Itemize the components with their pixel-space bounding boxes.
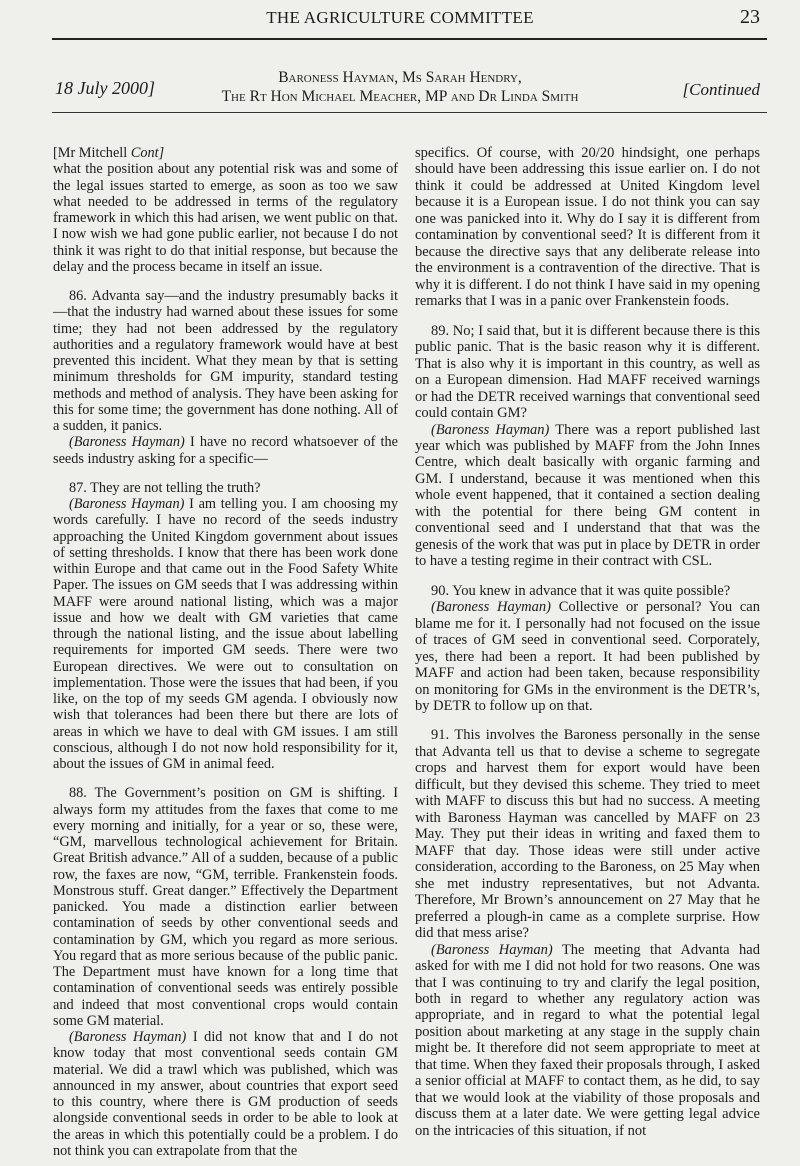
answer-text: The meeting that Advanta had asked for with me I did not hold for two reasons. One was that I was continuing to try and clarify the legal position, both in regard to whether any regulatory action was appropriate, and in regard to what the potential legal position about marketing at any stage in the supply chain might be. It therefore did not seem appropriate to meet at that time. When they faxed their proposals through, I asked a senior official at MAFF to contact them, as he did, to say that we would look at the viability of those proposals and discuss them at a later date. We were getting legal advice on the intricacies of this situation, if not bbox=[415, 941, 760, 1139]
answer-paragraph bbox=[53, 1029, 398, 1159]
right-column bbox=[415, 145, 760, 1139]
speaker-label bbox=[53, 145, 398, 161]
speaker-cont: Cont] bbox=[130, 145, 165, 161]
question-paragraph: 86. Advanta say—and the industry presumably backs it—that the industry had warned about these issues for some time; they had not been addressed by the regulatory authorities and a regulatory framework would have at best prevented this incident. What they mean by that is setting minimum thresholds for GM impurity, standard testing methods and method of analysis. They have been asking for this for some time; the government has done nothing. All of a sudden, it panics. bbox=[53, 288, 398, 434]
answer-speaker: (Baroness Hayman) bbox=[69, 496, 185, 512]
page-number: 23 bbox=[740, 6, 760, 28]
answer-speaker: (Baroness Hayman) bbox=[69, 1029, 187, 1045]
top-rule bbox=[52, 38, 767, 40]
answer-text: I am telling you. I am choosing my words carefully. I have no record of the seeds industry approaching the United Kingdom government about issues of setting thresholds. I know that there has been work done within Europe and that came out in the Food Safety White Paper. The issues on GM seeds that I was addressing within MAFF were around national listing, which was a major issue and how we dealt with GM varieties that came through the national listing, and the issue about labelling requirements for imported GM seeds. There were two European directives. We were out to consultation on implementation. Those were the issues that had been, if you like, on the top of my seeds GM agenda. I obviously now wish that tolerances had been there but there are lots of areas in which we have to deal with GM issues. I am still conscious, although I do not now hold responsibility for it, about the issues of GM in animal feed. bbox=[53, 496, 398, 772]
answer-paragraph bbox=[415, 942, 760, 1140]
witnesses-header bbox=[0, 68, 800, 106]
question-paragraph: 89. No; I said that, but it is different because there is this public panic. That is the basic reason why it is different. That is also why it is important in this country, as well as on a European dimension. Had MAFF received warnings or had the DETR received warnings that conventional seed could contain GM? bbox=[415, 322, 760, 422]
answer-paragraph bbox=[415, 599, 760, 714]
session-date: 18 July 2000] bbox=[55, 78, 155, 98]
answer-speaker: (Baroness Hayman) bbox=[431, 421, 550, 438]
question-paragraph: 90. You knew in advance that it was quite possible? bbox=[431, 582, 731, 599]
left-column bbox=[53, 145, 398, 1159]
question-paragraph: 87. They are not telling the truth? bbox=[69, 479, 261, 496]
continued-label: [Continued bbox=[682, 80, 760, 99]
speaker-name: [Mr Mitchell bbox=[53, 145, 131, 161]
question-paragraph: 88. The Government’s position on GM is shifting. I always form my attitudes from the faxes that come to me every morning and initially, for a year or so, these were, “GM, marvellous technological achievement for Britain. Great British advance.” All of a sudden, because of a public row, the faxes are now, “GM, terrible. Frankenstein foods. Monstrous stuff. Great danger.” Effectively the Department panicked. You made a distinction earlier between contamination of seeds by other conventional seeds and contamination by GM, which you regard as more serious. You regard that as more serious because of the public panic. The Department must have known for a long time that contamination of conventional seeds was entirely possible and indeed that most conventional crops would contain some GM material. bbox=[53, 785, 398, 1029]
witnesses-line-1: Baroness Hayman, Ms Sarah Hendry, bbox=[278, 69, 522, 86]
committee-title: THE AGRICULTURE COMMITTEE bbox=[266, 8, 534, 27]
answer-speaker: (Baroness Hayman) bbox=[431, 941, 553, 958]
continued-paragraph: specifics. Of course, with 20/20 hindsight, one perhaps should have been addressing this issue earlier on. I do not think it could be addressed at United Kingdom level because it is a European issue. I do not think you can say one was panicked into it. Why do I say it is different from contamination by conventional seed? It is different from it because the directive says that any deliberate release into the environment is a contravention of the directive. That is why it is different. I do not think I have said in my opening remarks that I was in a panic over Frankenstein foods. bbox=[415, 145, 760, 310]
answer-text: I did not know that and I do not know today that most conventional seeds contain GM material. We did a trawl which was published, which was announced in my answer, about countries that export seed to this country, where there is GM production of seeds alongside conventional seeds in order to be able to look at the areas in which this potentially could be a problem. I do not think you can extrapolate from that the bbox=[53, 1029, 398, 1159]
answer-speaker: (Baroness Hayman) bbox=[69, 434, 185, 451]
continued-paragraph: what the position about any potential risk was and some of the legal issues started to emerge, as soon as too we saw what needed to be addressed in terms of the regulatory framework in which this had arisen, we went public on that. I now wish we had gone public earlier, not because I do not think it was right to do that initial response, but because the delay and the process became in itself an issue. bbox=[53, 161, 398, 275]
answer-text: There was a report published last year which was published by MAFF from the John Innes Centre, which dealt basically with organic farming and GM. I understand, because it was mentioned when this whole event happened, that it contained a section dealing with the potential for there being GM content in conventional seed and I understand that that was the genesis of the work that was put in place by DETR in order to have a testing regime in their contract with CSL. bbox=[415, 421, 760, 570]
answer-paragraph bbox=[53, 496, 398, 772]
answer-paragraph bbox=[415, 422, 760, 570]
answer-text: I have no record whatsoever of the seeds industry asking for a specific— bbox=[53, 434, 398, 467]
answer-paragraph bbox=[53, 434, 398, 467]
header-rule bbox=[52, 112, 767, 113]
question-paragraph: 91. This involves the Baroness personally in the sense that Advanta tell us that to devise a scheme to segregate crops and harvest them for export would have been difficult, but they devised this scheme. They tried to meet with MAFF to discuss this but had no success. A meeting with Baroness Hayman was cancelled by MAFF on 23 May. They put their ideas in writing and faxed them to MAFF that day. Those ideas were still under active consideration, according to the Baroness, on 25 May when she met industry representatives, but not Advanta. Therefore, Mr Brown’s announcement on 27 May that he preferred a plough-in came as a complete surprise. How did that mess arise? bbox=[415, 727, 760, 942]
witnesses-line-2: The Rt Hon Michael Meacher, MP and Dr Linda Smith bbox=[221, 88, 579, 105]
answer-text: Collective or personal? You can blame me for it. I personally had not focused on the issue of traces of GM seed in conventional seed. Corporately, yes, there had been a report. It had been published by MAFF and action had been taken, because responsibility on monitoring for GMs in the environment is the DETR’s, by DETR to follow up on that. bbox=[415, 599, 760, 714]
answer-speaker: (Baroness Hayman) bbox=[431, 599, 551, 616]
